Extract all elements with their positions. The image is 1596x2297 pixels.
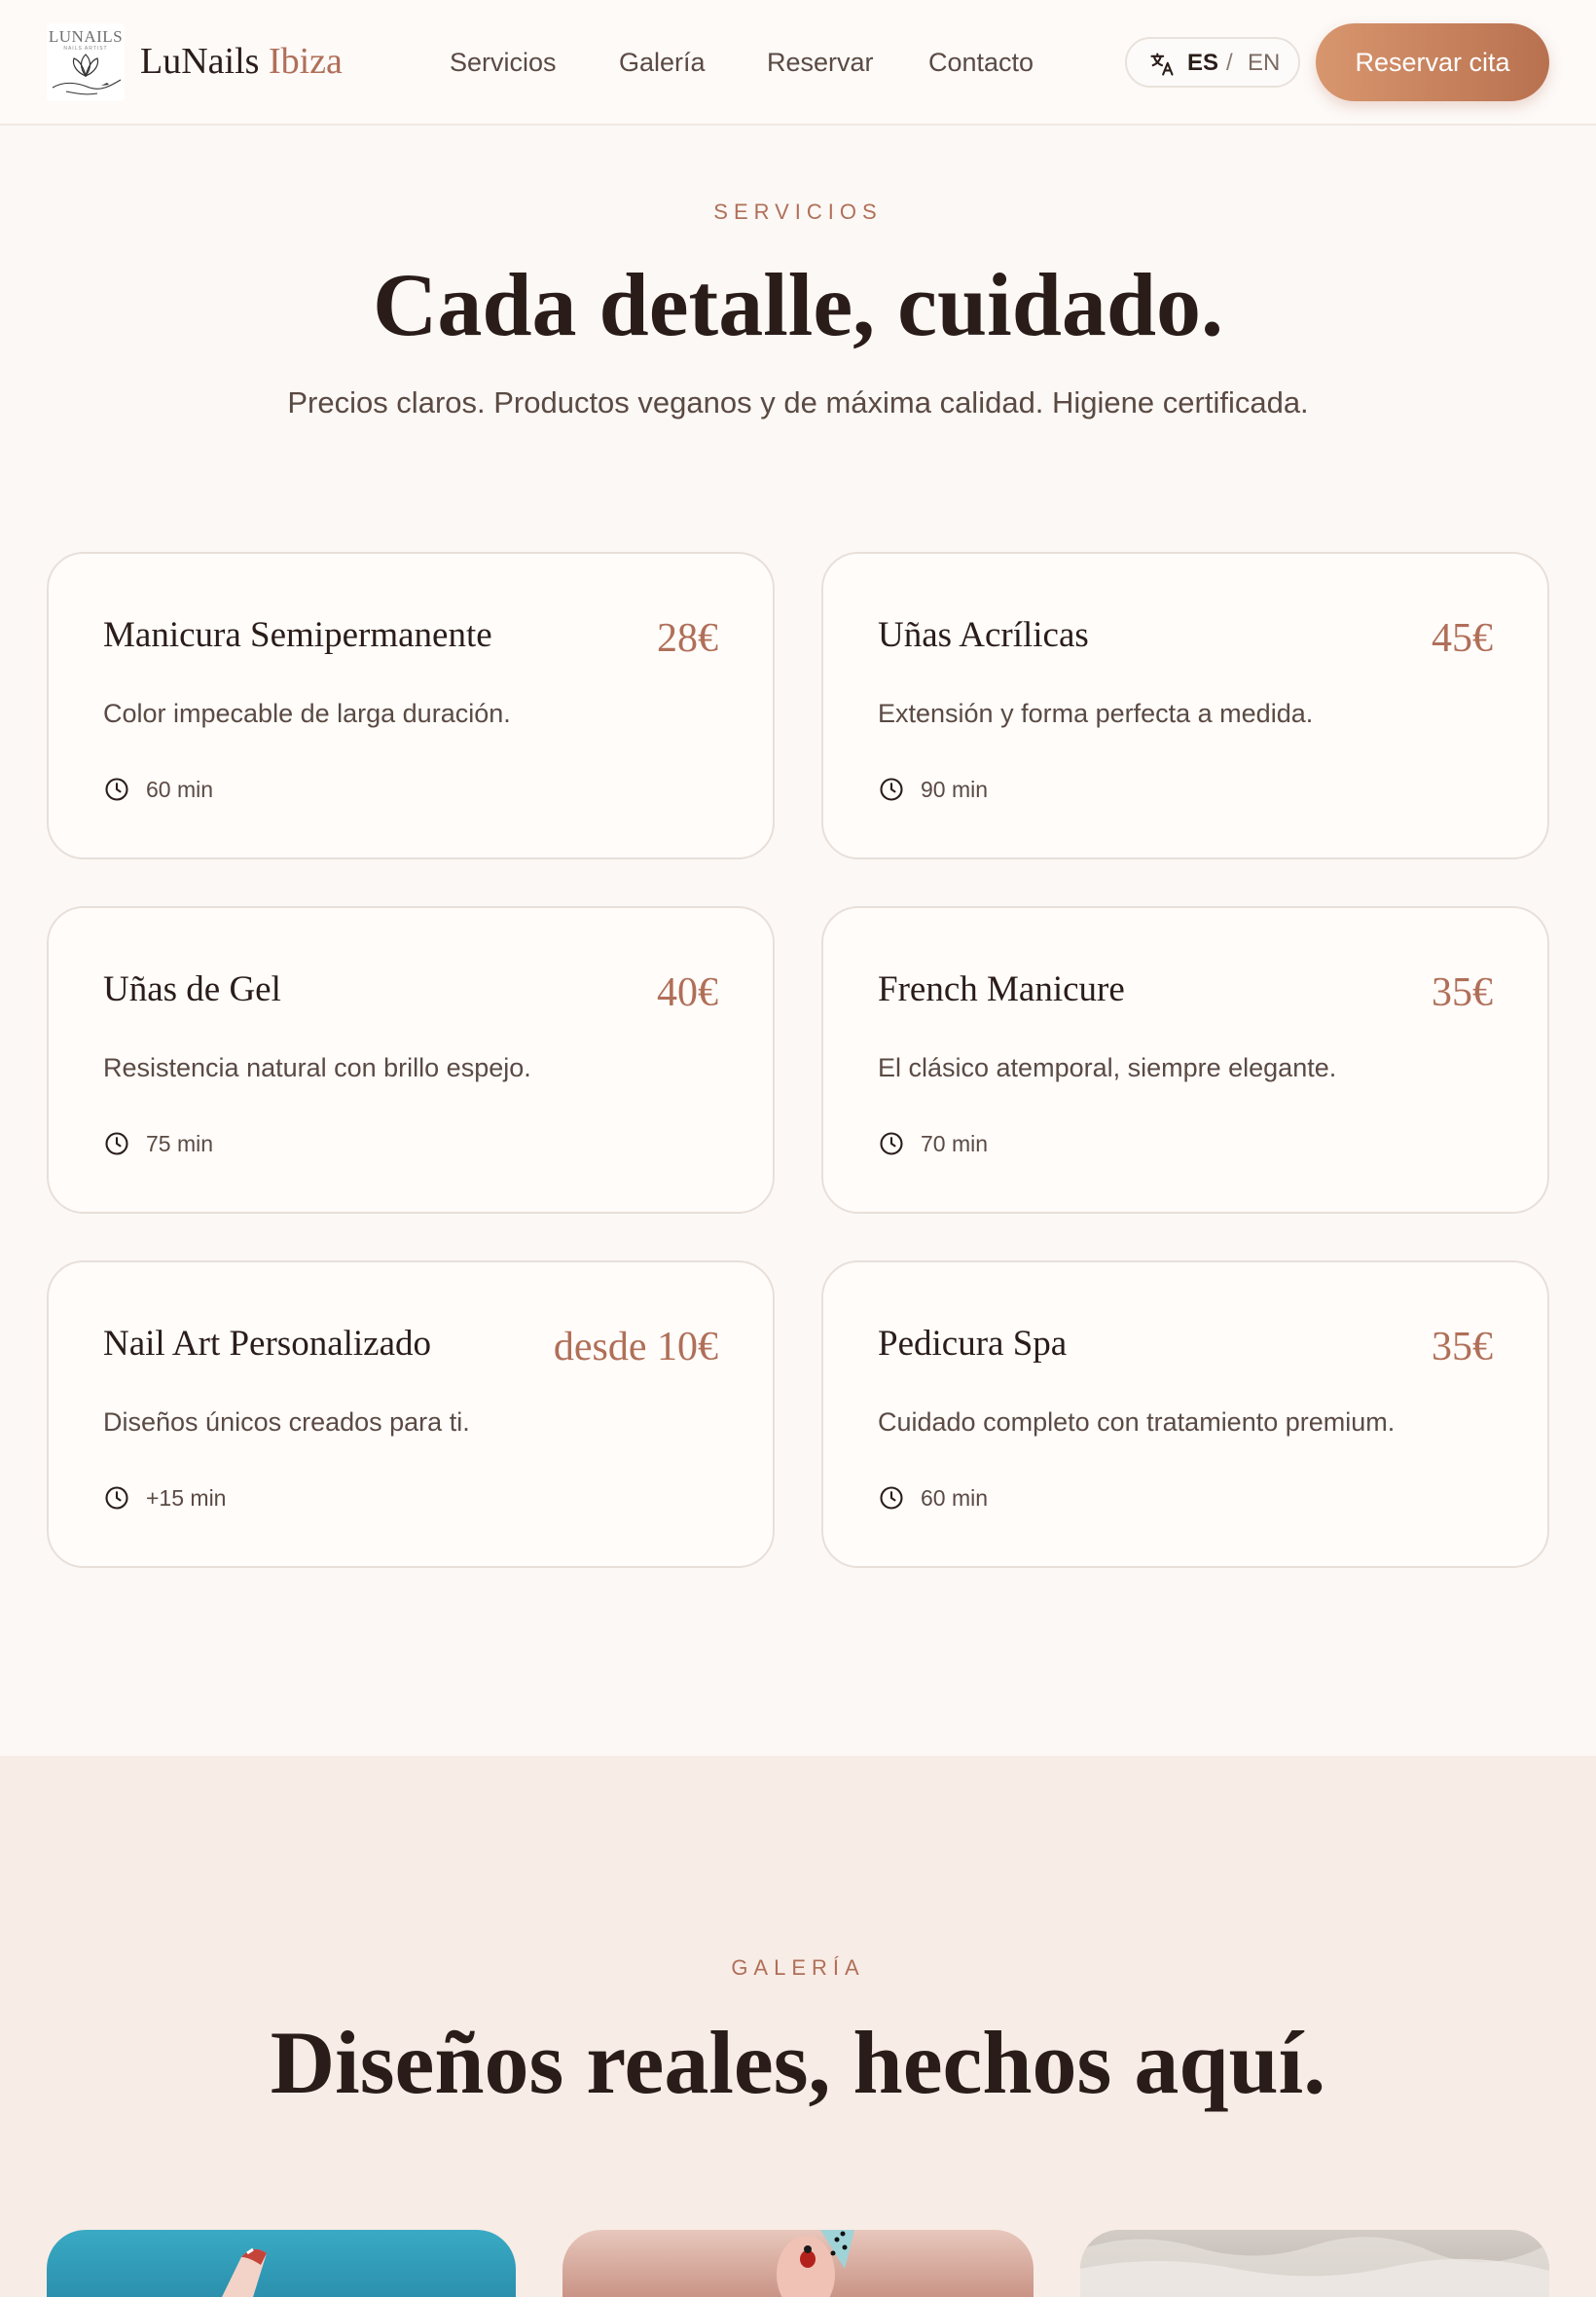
service-price: 35€: [1432, 1325, 1493, 1369]
lang-option-es[interactable]: ES: [1187, 50, 1219, 76]
translate-icon: [1148, 51, 1176, 78]
service-duration-text: 60 min: [146, 777, 214, 802]
brand-name-accent: Ibiza: [268, 41, 343, 82]
logo[interactable]: [47, 23, 125, 101]
language-switcher[interactable]: [1125, 37, 1300, 88]
gallery-image-fur[interactable]: [1080, 2230, 1549, 2297]
service-description: El clásico atemporal, siempre elegante.: [878, 1053, 1337, 1082]
service-name: Nail Art Personalizado: [103, 1324, 432, 1364]
service-name: Pedicura Spa: [878, 1324, 1068, 1364]
service-duration-text: 75 min: [146, 1131, 214, 1156]
nav-link-galeria[interactable]: Galería: [619, 48, 706, 77]
gallery-image-ladybug[interactable]: [562, 2230, 1034, 2297]
service-description: Resistencia natural con brillo espejo.: [103, 1053, 531, 1082]
service-description: Color impecable de larga duración.: [103, 699, 511, 728]
lang-option-en[interactable]: EN: [1248, 50, 1281, 76]
clock-icon: [878, 1484, 905, 1512]
logo-subtext: NAILS ARTIST: [63, 46, 108, 52]
service-card[interactable]: [47, 906, 775, 1214]
service-name: Uñas de Gel: [103, 969, 281, 1009]
service-card[interactable]: [821, 1260, 1549, 1568]
nail-photo-fur: [1080, 2230, 1549, 2297]
services-title: Cada detalle, cuidado.: [372, 255, 1224, 354]
service-price: 35€: [1432, 970, 1493, 1015]
lotus-hand-icon: [47, 51, 125, 101]
gallery-image-pool[interactable]: [47, 2230, 516, 2297]
brand-name[interactable]: [140, 37, 343, 86]
service-price: 45€: [1432, 616, 1493, 661]
service-name: Uñas Acrílicas: [878, 615, 1089, 655]
services-eyebrow: SERVICIOS: [713, 200, 883, 224]
brand-name-main: LuNails: [140, 41, 260, 82]
service-description: Cuidado completo con tratamiento premium.: [878, 1407, 1396, 1437]
nav-link-servicios[interactable]: Servicios: [450, 48, 557, 77]
nail-photo-ladybug: [562, 2230, 1034, 2297]
service-card[interactable]: [47, 552, 775, 859]
service-name: Manicura Semipermanente: [103, 615, 492, 655]
clock-icon: [103, 1484, 130, 1512]
service-card[interactable]: [821, 906, 1549, 1214]
service-price: desde 10€: [553, 1325, 718, 1369]
gallery-title: Diseños reales, hechos aquí.: [270, 2013, 1326, 2112]
clock-icon: [103, 1130, 130, 1157]
service-duration-text: +15 min: [146, 1485, 227, 1511]
service-price: 40€: [657, 970, 718, 1015]
clock-icon: [103, 776, 130, 803]
clock-icon: [878, 1130, 905, 1157]
nail-photo-pool: [47, 2230, 516, 2297]
service-duration-text: 90 min: [921, 777, 989, 802]
nav-link-contacto[interactable]: Contacto: [928, 48, 1034, 77]
clock-icon: [878, 776, 905, 803]
service-duration-text: 70 min: [921, 1131, 989, 1156]
service-name: French Manicure: [878, 969, 1125, 1009]
logo-text: LUNAILS: [48, 27, 124, 46]
service-card[interactable]: [47, 1260, 775, 1568]
gallery-eyebrow: GALERÍA: [731, 1955, 865, 1980]
service-description: Extensión y forma perfecta a medida.: [878, 699, 1314, 728]
service-description: Diseños únicos creados para ti.: [103, 1407, 470, 1437]
services-lead: Precios claros. Productos veganos y de máxima calidad. Higiene certificada.: [287, 385, 1309, 419]
lang-separator: /: [1226, 50, 1233, 76]
book-appointment-button[interactable]: Reservar cita: [1316, 23, 1549, 101]
service-price: 28€: [657, 616, 718, 661]
nav-link-reservar[interactable]: Reservar: [767, 48, 874, 77]
service-duration-text: 60 min: [921, 1485, 989, 1511]
site-header: [0, 0, 1596, 126]
service-card[interactable]: [821, 552, 1549, 859]
